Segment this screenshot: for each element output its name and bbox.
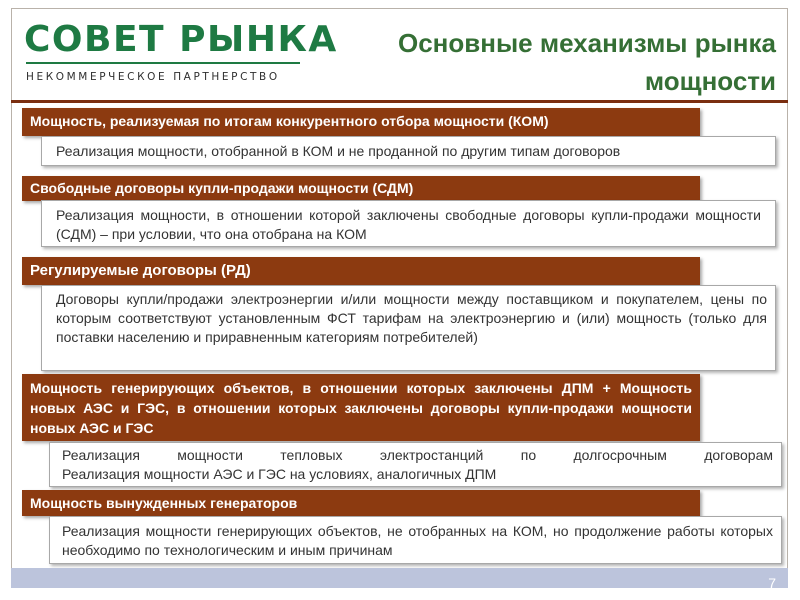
section-heading-kom: Мощность, реализуемая по итогам конкурентного отбора мощности (КОМ) <box>22 108 700 136</box>
section-body-kom: Реализация мощности, отобранной в КОМ и не проданной по другим типам договоров <box>41 136 776 166</box>
footer-bar <box>11 568 788 588</box>
logo-underline <box>26 62 300 64</box>
page-number: 7 <box>768 575 776 591</box>
section-body-sdm: Реализация мощности, в отношении которой заключены свободные договоры купли-продажи мощности (СДМ) – при условии, что она отобрана на КОМ <box>41 200 776 247</box>
section-heading-sdm: Свободные договоры купли-продажи мощности (СДМ) <box>22 176 700 201</box>
section-body-dpm <box>49 442 782 487</box>
section-body-rd: Договоры купли/продажи электроэнергии и/или мощности между поставщиком и покупателем, цены по которым соответствуют установленным ФСТ тарифам на электроэнергию и (или) мощность (только для поставки населению и приравненным категориям потребителей) <box>41 285 776 371</box>
section-body-forced: Реализация мощности генерирующих объектов, не отобранных на КОМ, но продолжение работы которых необходимо по технологическим и иным причинам <box>49 516 782 564</box>
logo-wordmark: СОВЕТ РЫНКА <box>24 19 338 60</box>
section-heading-dpm: Мощность генерирующих объектов, в отношении которых заключены ДПМ + Мощность новых АЭС и ГЭС, в отношении которых заключены договоры купли-продажи мощности новых АЭС и ГЭС <box>22 374 700 441</box>
section-body-dpm-line-1: Реализация мощности тепловых электростанций по долгосрочным договорам <box>62 447 773 463</box>
section-heading-forced: Мощность вынужденных генераторов <box>22 490 700 516</box>
section-heading-rd: Регулируемые договоры (РД) <box>22 257 700 285</box>
title-divider <box>11 100 788 103</box>
slide-title: Основные механизмы рынка мощности <box>397 28 776 96</box>
section-body-dpm-line-2: Реализация мощности АЭС и ГЭС на условиях, аналогичных ДПМ <box>62 466 497 482</box>
logo-subtitle: НЕКОММЕРЧЕСКОЕ ПАРТНЕРСТВО <box>26 71 280 83</box>
